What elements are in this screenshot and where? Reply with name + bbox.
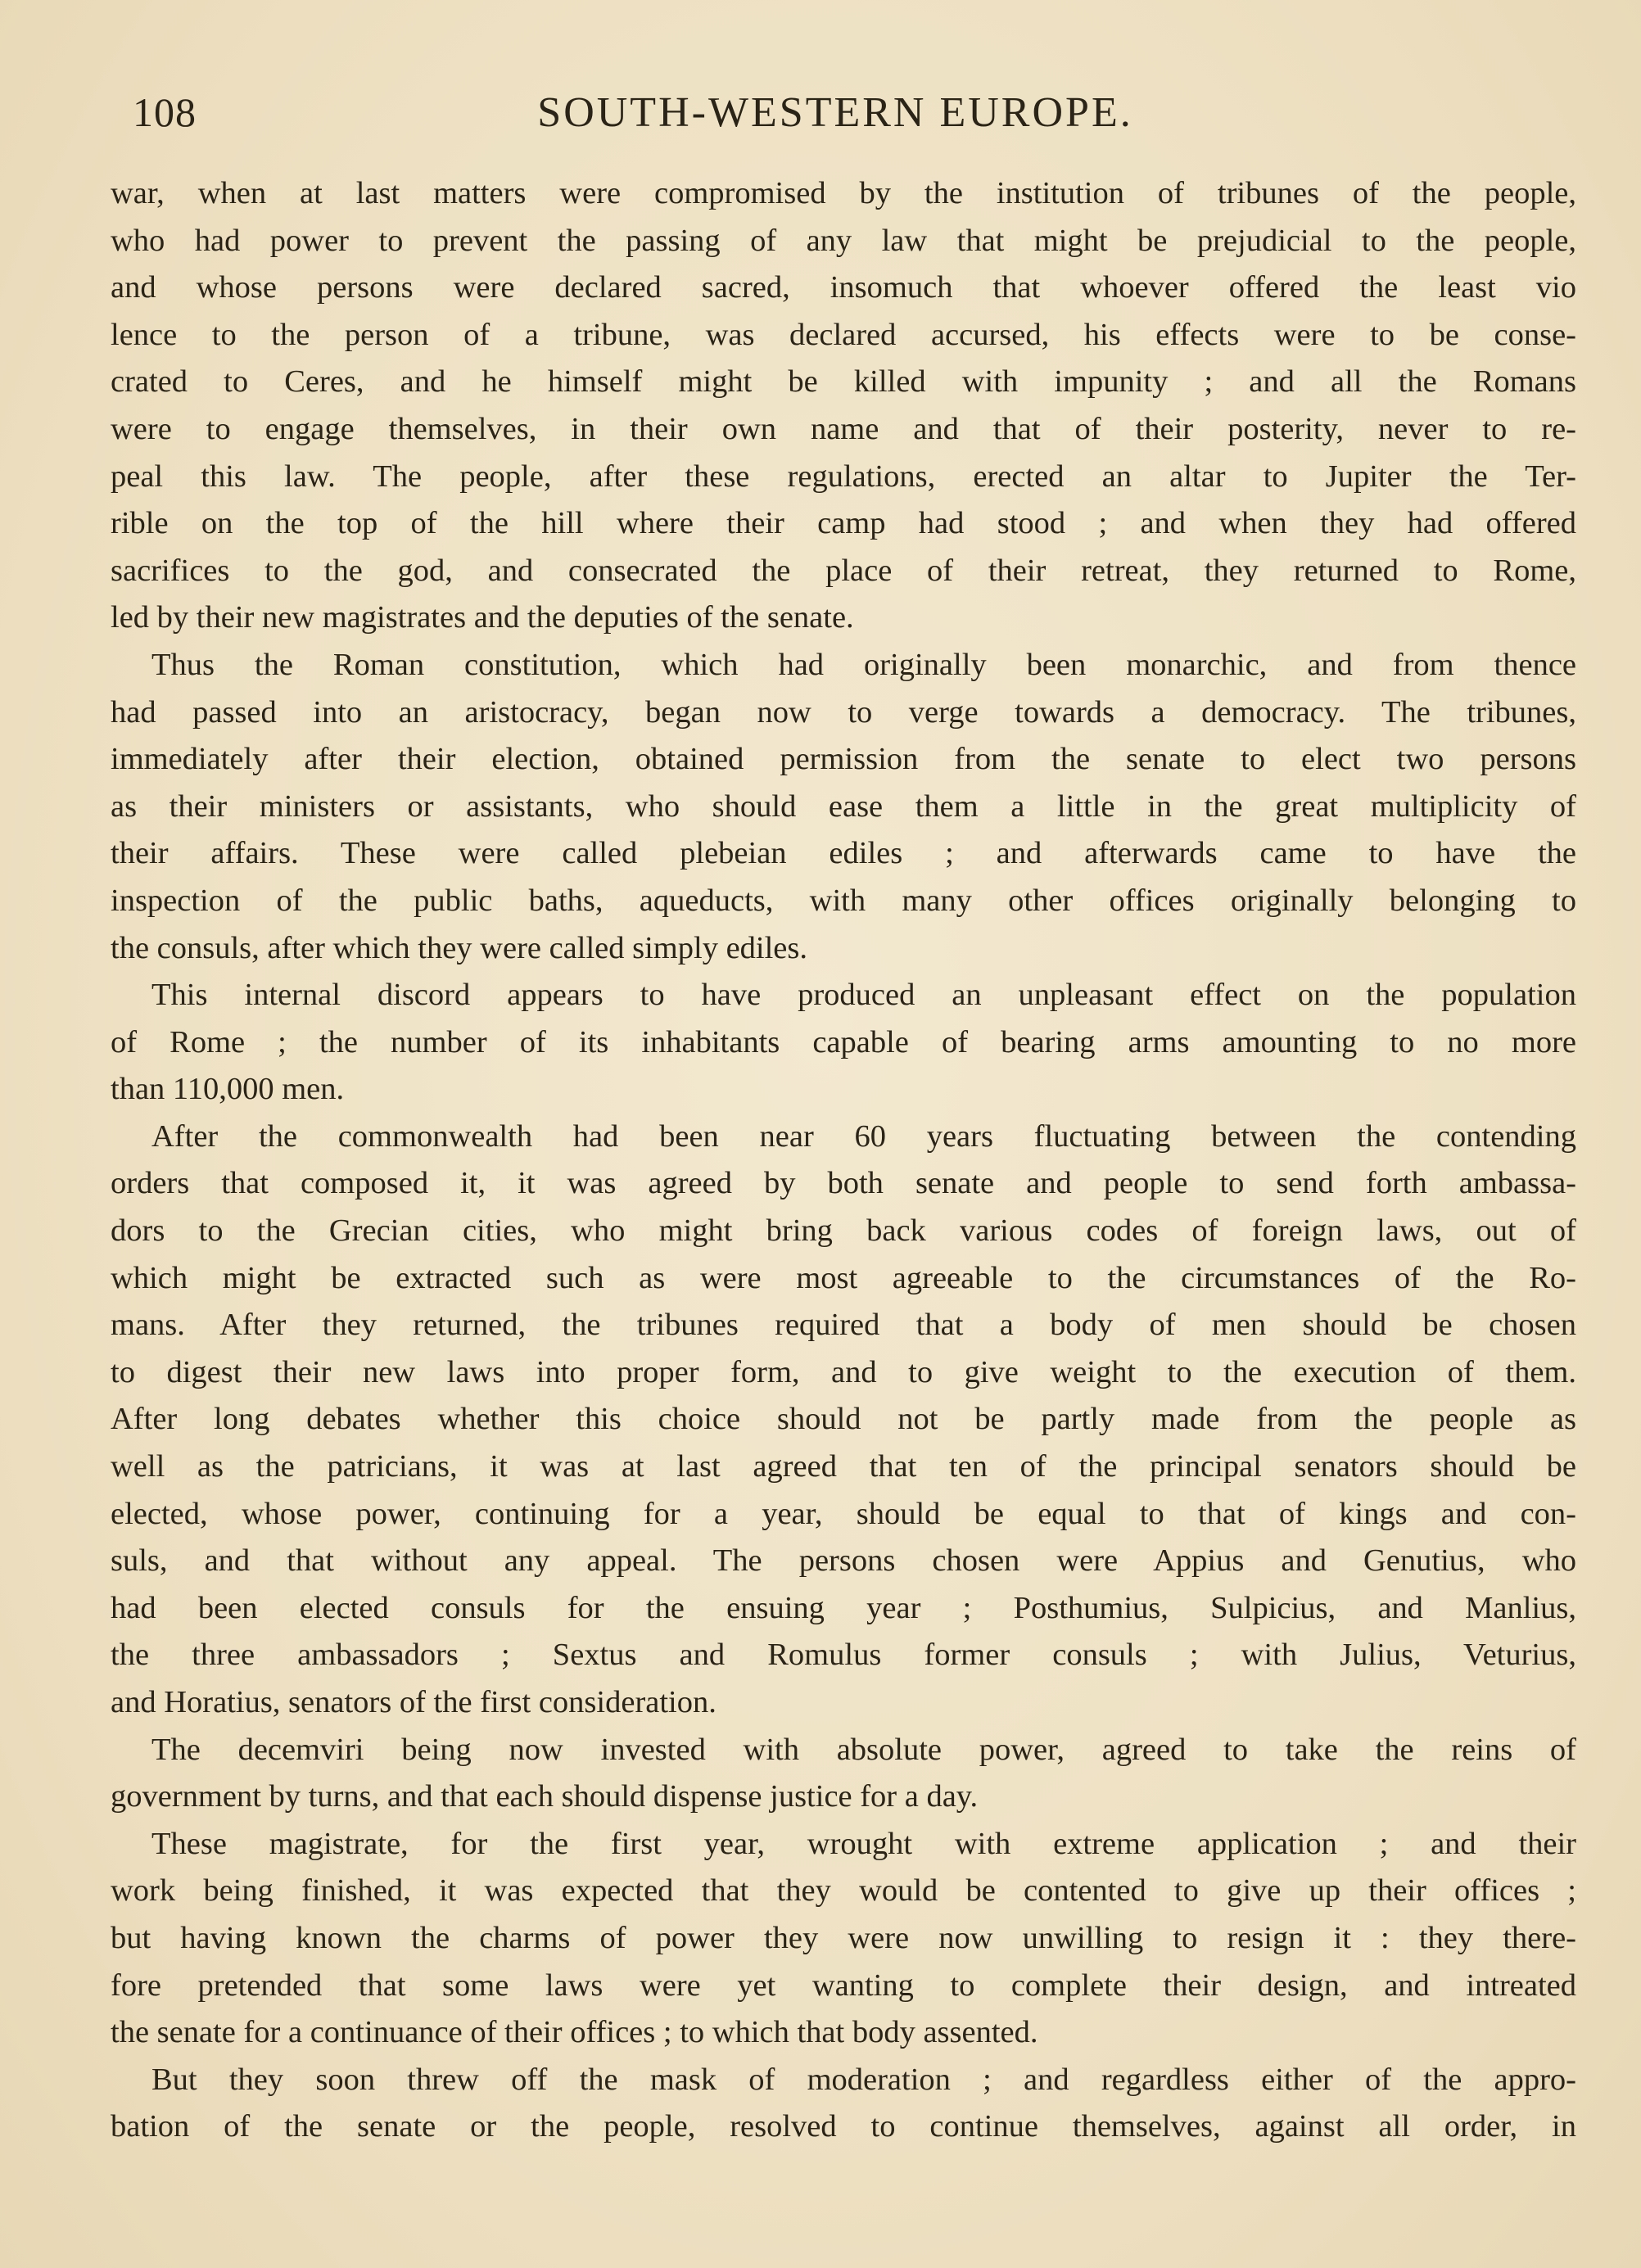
- text-line: peal this law. The people, after these regulations, erected an altar to Jupiter the Ter-: [111, 459, 1576, 494]
- text-line: After the commonwealth had been near 60 years fluctuating between the contending: [151, 1118, 1576, 1154]
- text-line: to digest their new laws into proper form, and to give weight to the execution of them.: [111, 1354, 1576, 1389]
- text-line: as their ministers or assistants, who should ease them a little in the great multiplicity of: [111, 788, 1576, 824]
- text-line: the senate for a continuance of their offices ; to which that body assented.: [111, 2015, 1038, 2050]
- text-line: led by their new magistrates and the deputies of the senate.: [111, 600, 854, 635]
- text-line: These magistrate, for the first year, wrought with extreme application ; and their: [151, 1826, 1576, 1861]
- text-line: dors to the Grecian cities, who might bring back various codes of foreign laws, out of: [111, 1213, 1576, 1249]
- running-title: SOUTH-WESTERN EUROPE.: [537, 89, 1133, 136]
- text-line: The decemviri being now invested with absolute power, agreed to take the reins of: [151, 1732, 1576, 1767]
- text-line: which might be extracted such as were most agreeable to the circumstances of the Ro-: [111, 1260, 1576, 1295]
- text-line: orders that composed it, it was agreed by both senate and people to send forth ambassa-: [111, 1166, 1576, 1201]
- text-line: suls, and that without any appeal. The persons chosen were Appius and Genutius, who: [111, 1543, 1576, 1579]
- text-line: well as the patricians, it was at last agreed that ten of the principal senators should be: [111, 1449, 1576, 1484]
- text-line: of Rome ; the number of its inhabitants capable of bearing arms amounting to no more: [111, 1024, 1576, 1059]
- text-line: their affairs. These were called plebeian ediles ; and afterwards came to have the: [111, 836, 1576, 871]
- text-line: were to engage themselves, in their own name and that of their posterity, never to re-: [111, 411, 1576, 446]
- page-header: [115, 88, 1556, 154]
- text-line: and Horatius, senators of the first consideration.: [111, 1685, 717, 1719]
- text-line: but having known the charms of power they were now unwilling to resign it : they there-: [111, 1920, 1576, 1955]
- text-line: fore pretended that some laws were yet wanting to complete their design, and intreated: [111, 1968, 1576, 2003]
- text-line: This internal discord appears to have produced an unpleasant effect on the population: [151, 978, 1576, 1013]
- text-line: rible on the top of the hill where their camp had stood ; and when they had offered: [111, 506, 1576, 541]
- text-line: had passed into an aristocracy, began now to verge towards a democracy. The tribunes,: [111, 694, 1576, 730]
- text-line: work being finished, it was expected that they would be contented to give up their offices ;: [111, 1873, 1576, 1909]
- text-line: But they soon threw off the mask of moderation ; and regardless either of the appro-: [151, 2062, 1576, 2097]
- text-line: After long debates whether this choice should not be partly made from the people as: [111, 1402, 1576, 1437]
- text-line: who had power to prevent the passing of any law that might be prejudicial to the people,: [111, 223, 1576, 258]
- page-number: 108: [133, 89, 197, 135]
- text-line: sacrifices to the god, and consecrated the place of their retreat, they returned to Rome,: [111, 553, 1576, 588]
- body-text: [111, 170, 1576, 2151]
- text-line: bation of the senate or the people, resolved to continue themselves, against all order, in: [111, 2109, 1576, 2144]
- text-line: immediately after their election, obtained permission from the senate to elect two persons: [111, 742, 1576, 777]
- text-line: inspection of the public baths, aqueducts, with many other offices originally belonging to: [111, 883, 1576, 918]
- text-line: war, when at last matters were compromised by the institution of tribunes of the people,: [111, 176, 1576, 210]
- text-line: than 110,000 men.: [111, 1072, 345, 1107]
- text-line: crated to Ceres, and he himself might be killed with impunity ; and all the Romans: [111, 364, 1576, 400]
- text-line: elected, whose power, continuing for a year, should be equal to that of kings and con-: [111, 1496, 1576, 1531]
- text-line: government by turns, and that each should dispense justice for a day.: [111, 1779, 979, 1814]
- text-line: the consuls, after which they were called simply ediles.: [111, 930, 808, 965]
- text-line: and whose persons were declared sacred, insomuch that whoever offered the least vio: [111, 270, 1576, 305]
- text-line: Thus the Roman constitution, which had originally been monarchic, and from thence: [151, 647, 1576, 682]
- text-line: the three ambassadors ; Sextus and Romulus former consuls ; with Julius, Veturius,: [111, 1638, 1576, 1673]
- text-line: had been elected consuls for the ensuing year ; Posthumius, Sulpicius, and Manlius,: [111, 1590, 1576, 1625]
- text-line: mans. After they returned, the tribunes required that a body of men should be chosen: [111, 1308, 1576, 1343]
- text-line: lence to the person of a tribune, was declared accursed, his effects were to be conse-: [111, 317, 1576, 352]
